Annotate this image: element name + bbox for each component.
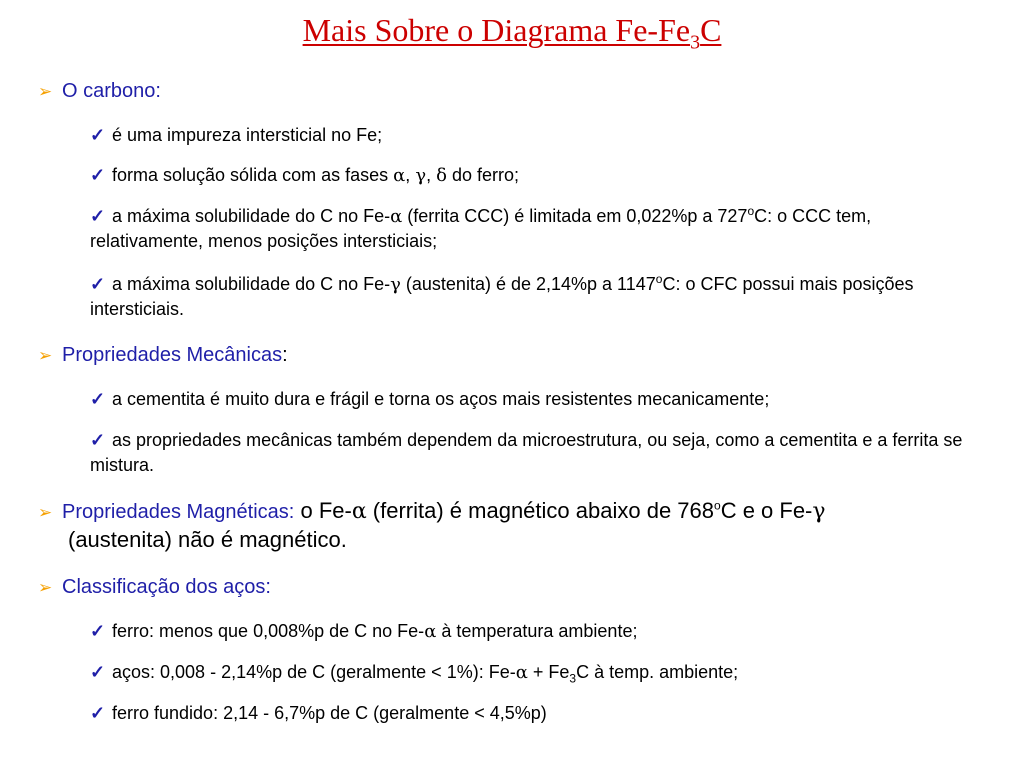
list-item: ✓ a cementita é muito dura e frágil e torna os aços mais resistentes mecanicamente;	[90, 387, 985, 412]
section-label: Propriedades Mecânicas	[62, 344, 283, 366]
check-icon: ✓	[90, 621, 106, 641]
list-item: ✓ é uma impureza intersticial no Fe;	[90, 123, 985, 148]
check-icon: ✓	[90, 662, 106, 682]
slide-title: Mais Sobre o Diagrama $Fe-Fe_3C$	[302, 12, 722, 54]
check-icon: ✓	[90, 274, 106, 294]
check-icon: ✓	[90, 125, 106, 145]
arrow-bullet-icon: ➢	[38, 346, 53, 365]
check-icon: ✓	[90, 389, 106, 409]
arrow-bullet-icon: ➢	[38, 503, 53, 522]
list-item: ✓ forma solução sólida com as fases α, γ, δ do ferro;	[90, 165, 519, 186]
section-label: O carbono:	[62, 80, 161, 102]
section-carbono	[38, 78, 161, 105]
section-mecanicas: ➢ Propriedades Mecânicas:	[38, 342, 288, 369]
check-icon: ✓	[90, 165, 106, 185]
list-item: ✓ ferro fundido: 2,14 - 6,7%p de C (geralmente < 4,5%p)	[90, 701, 985, 726]
section-label: Propriedades Magnéticas:	[62, 501, 295, 523]
list-item: ✓ ferro: menos que 0,008%p de C no Fe-α à temperatura ambiente;	[90, 621, 638, 642]
list-item: ✓ a máxima solubilidade do C no Fe-α (ferrita CCC) é limitada em 0,022%p a 727$^o$C: o CCC tem, relativamente, menos posições intersticiais;	[90, 204, 872, 251]
check-icon: ✓	[90, 703, 106, 723]
check-icon: ✓	[90, 206, 106, 226]
check-icon: ✓	[90, 430, 106, 450]
section-label: Classificação dos aços:	[62, 576, 271, 598]
list-item: ✓ as propriedades mecânicas também dependem da microestrutura, ou seja, como a cementita e a ferrita se mistura.	[90, 430, 963, 475]
section-classificacao	[38, 574, 271, 601]
arrow-bullet-icon: ➢	[38, 578, 53, 597]
arrow-bullet-icon: ➢	[38, 82, 53, 101]
section-magneticas: ➢ Propriedades Magnéticas: o Fe-α (ferrita) é magnético abaixo de 768$^o$C e o Fe-γ (austenita) não é magnético.	[38, 498, 826, 552]
list-item: ✓ a máxima solubilidade do C no Fe-γ (austenita) é de 2,14%p a 1147$^o$C: o CFC possui mais posições intersticiais.	[90, 272, 914, 319]
list-item: ✓ aços: 0,008 - 2,14%p de C (geralmente < 1%): $Fe-\alpha + Fe_3C$ à temp. ambiente;	[90, 662, 739, 686]
